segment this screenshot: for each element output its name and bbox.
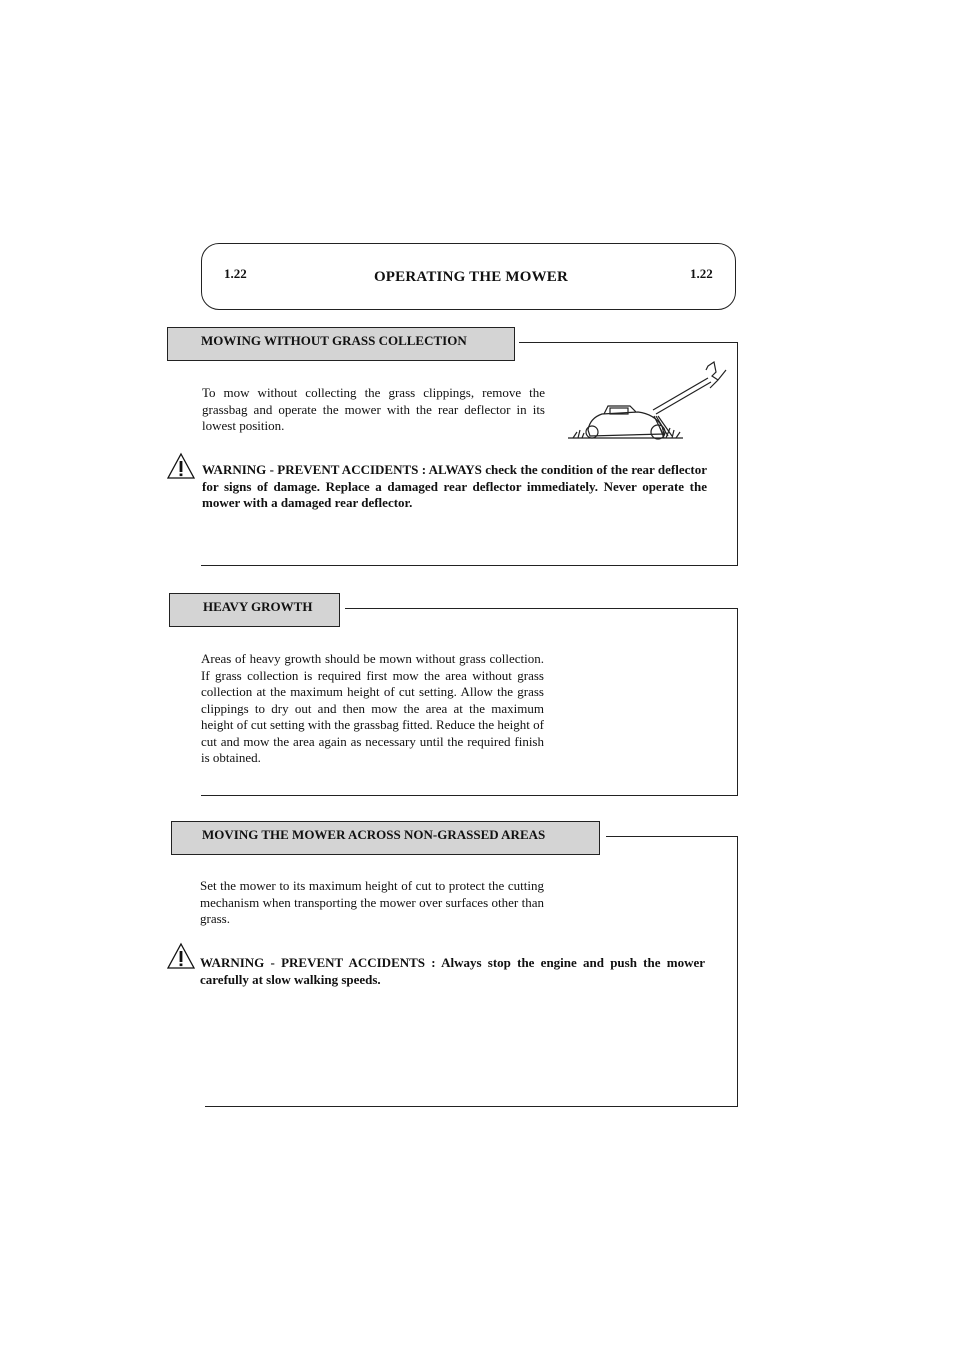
- section-2-title: HEAVY GROWTH: [169, 593, 340, 627]
- lawn-mower-illustration: [568, 358, 733, 448]
- warning-triangle-icon: [166, 942, 196, 970]
- section-3-title: MOVING THE MOWER ACROSS NON-GRASSED AREAS: [171, 821, 600, 855]
- section-3-bottom-rule: [205, 1106, 738, 1107]
- section-3-body: Set the mower to its maximum height of cut to protect the cutting mechanism when transporting the mower over surfaces other than grass.: [200, 878, 544, 926]
- section-2-body: Areas of heavy growth should be mown without grass collection. If grass collection is required first mow the area without grass collection at the maximum height of cut setting. Allow the grass clippings to dry out and then mow the area at the maximum height of cut setting with the grassbag fitted. Reduce the height of cut and mow the area again as necessary until the required finish is obtained.: [201, 651, 544, 765]
- section-1-warning: WARNING - PREVENT ACCIDENTS : ALWAYS check the condition of the rear deflector for signs of damage. Replace a damaged rear deflector immediately. Never operate the mower with a damaged rear deflector.: [202, 462, 707, 510]
- warning-triangle-icon: [166, 452, 196, 480]
- page-title: OPERATING THE MOWER: [373, 269, 569, 285]
- page-number-left: 1.22: [224, 266, 247, 281]
- section-1-title: MOWING WITHOUT GRASS COLLECTION: [167, 327, 515, 361]
- section-1-body: To mow without collecting the grass clippings, remove the grassbag and operate the mower with the rear deflector in its lowest position.: [202, 385, 545, 433]
- section-2-bottom-rule: [201, 795, 738, 796]
- section-3-warning: WARNING - PREVENT ACCIDENTS : Always stop the engine and push the mower carefully at slow walking speeds.: [200, 955, 705, 987]
- page-number-right: 1.22: [690, 266, 713, 281]
- section-1-bottom-rule: [201, 565, 738, 566]
